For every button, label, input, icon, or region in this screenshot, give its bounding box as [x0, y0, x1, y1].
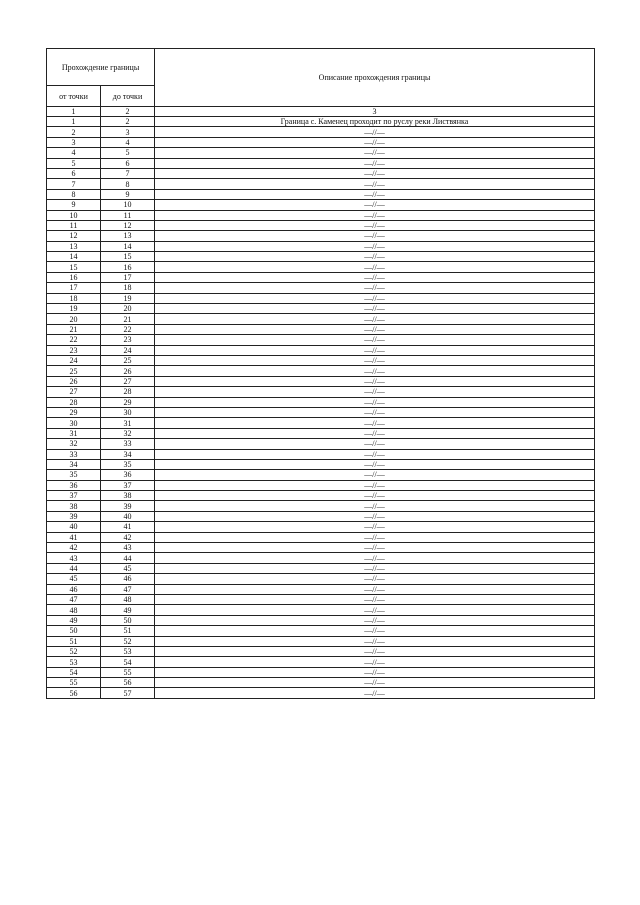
cell-to-point: 46 [101, 574, 155, 584]
cell-from-point: 15 [47, 262, 101, 272]
cell-from-point: 7 [47, 179, 101, 189]
cell-to-point: 7 [101, 168, 155, 178]
boundary-table [46, 48, 595, 699]
cell-from-point: 39 [47, 511, 101, 521]
table-row [47, 501, 595, 511]
table-row [47, 678, 595, 688]
cell-to-point: 3 [101, 127, 155, 137]
table-row [47, 553, 595, 563]
table-row [47, 335, 595, 345]
cell-to-point: 13 [101, 231, 155, 241]
table-row [47, 532, 595, 542]
cell-from-point: 55 [47, 678, 101, 688]
cell-description: —//— [155, 667, 595, 677]
cell-from-point: 2 [47, 127, 101, 137]
cell-from-point: 31 [47, 428, 101, 438]
cell-description: —//— [155, 241, 595, 251]
table-row [47, 584, 595, 594]
cell-to-point: 20 [101, 304, 155, 314]
cell-to-point: 37 [101, 480, 155, 490]
cell-description: —//— [155, 501, 595, 511]
cell-from-point: 16 [47, 272, 101, 282]
table-row [47, 366, 595, 376]
table-row [47, 200, 595, 210]
cell-from-point: 22 [47, 335, 101, 345]
cell-from-point: 56 [47, 688, 101, 698]
table-row [47, 522, 595, 532]
cell-from-point: 24 [47, 355, 101, 365]
table-row [47, 220, 595, 230]
cell-description: —//— [155, 387, 595, 397]
cell-to-point: 51 [101, 626, 155, 636]
cell-to-point: 8 [101, 179, 155, 189]
cell-description: —//— [155, 210, 595, 220]
table-row [47, 511, 595, 521]
cell-to-point: 24 [101, 345, 155, 355]
table-row [47, 563, 595, 573]
table-row [47, 667, 595, 677]
cell-to-point: 49 [101, 605, 155, 615]
cell-description: —//— [155, 522, 595, 532]
cell-to-point: 54 [101, 657, 155, 667]
cell-description: —//— [155, 137, 595, 147]
cell-to-point: 30 [101, 407, 155, 417]
cell-to-point: 4 [101, 137, 155, 147]
cell-description: —//— [155, 574, 595, 584]
cell-from-point: 53 [47, 657, 101, 667]
table-row [47, 407, 595, 417]
table-row [47, 428, 595, 438]
cell-description: —//— [155, 304, 595, 314]
cell-from-point: 32 [47, 439, 101, 449]
cell-to-point: 9 [101, 189, 155, 199]
cell-from-point: 30 [47, 418, 101, 428]
table-row [47, 189, 595, 199]
cell-to-point: 39 [101, 501, 155, 511]
cell-to-point: 56 [101, 678, 155, 688]
table-body [47, 117, 595, 699]
cell-to-point: 38 [101, 491, 155, 501]
table-row [47, 646, 595, 656]
cell-to-point: 35 [101, 459, 155, 469]
table-row [47, 137, 595, 147]
cell-from-point: 52 [47, 646, 101, 656]
cell-from-point: 18 [47, 293, 101, 303]
cell-description: —//— [155, 272, 595, 282]
document-page [46, 48, 594, 699]
cell-to-point: 29 [101, 397, 155, 407]
table-row [47, 418, 595, 428]
cell-to-point: 21 [101, 314, 155, 324]
cell-from-point: 6 [47, 168, 101, 178]
cell-from-point: 37 [47, 491, 101, 501]
cell-description: —//— [155, 584, 595, 594]
cell-from-point: 29 [47, 407, 101, 417]
header-to-point: до точки [101, 86, 155, 107]
cell-description: —//— [155, 532, 595, 542]
cell-to-point: 12 [101, 220, 155, 230]
cell-from-point: 49 [47, 615, 101, 625]
table-row [47, 491, 595, 501]
cell-description: —//— [155, 252, 595, 262]
cell-description: —//— [155, 127, 595, 137]
cell-description: —//— [155, 407, 595, 417]
cell-description: —//— [155, 220, 595, 230]
table-row [47, 543, 595, 553]
cell-description: —//— [155, 459, 595, 469]
cell-from-point: 40 [47, 522, 101, 532]
cell-to-point: 15 [101, 252, 155, 262]
cell-description: —//— [155, 335, 595, 345]
cell-from-point: 4 [47, 148, 101, 158]
cell-from-point: 26 [47, 376, 101, 386]
table-row [47, 439, 595, 449]
cell-to-point: 18 [101, 283, 155, 293]
cell-to-point: 25 [101, 355, 155, 365]
cell-description: —//— [155, 470, 595, 480]
cell-from-point: 9 [47, 200, 101, 210]
table-row [47, 615, 595, 625]
cell-from-point: 19 [47, 304, 101, 314]
cell-from-point: 20 [47, 314, 101, 324]
cell-description: —//— [155, 158, 595, 168]
cell-description: —//— [155, 345, 595, 355]
cell-description: —//— [155, 563, 595, 573]
cell-description: —//— [155, 397, 595, 407]
cell-to-point: 55 [101, 667, 155, 677]
cell-from-point: 13 [47, 241, 101, 251]
cell-to-point: 28 [101, 387, 155, 397]
cell-description: —//— [155, 355, 595, 365]
table-row [47, 355, 595, 365]
cell-from-point: 1 [47, 117, 101, 127]
cell-description: —//— [155, 376, 595, 386]
cell-to-point: 31 [101, 418, 155, 428]
cell-to-point: 34 [101, 449, 155, 459]
table-row [47, 241, 595, 251]
cell-to-point: 23 [101, 335, 155, 345]
cell-description: —//— [155, 324, 595, 334]
table-row [47, 168, 595, 178]
cell-to-point: 43 [101, 543, 155, 553]
cell-from-point: 48 [47, 605, 101, 615]
table-row [47, 179, 595, 189]
cell-to-point: 14 [101, 241, 155, 251]
column-number: 1 [47, 107, 101, 117]
cell-from-point: 12 [47, 231, 101, 241]
cell-from-point: 38 [47, 501, 101, 511]
table-row [47, 594, 595, 604]
cell-to-point: 22 [101, 324, 155, 334]
table-row [47, 397, 595, 407]
table-row [47, 688, 595, 698]
table-row [47, 127, 595, 137]
cell-to-point: 16 [101, 262, 155, 272]
cell-to-point: 17 [101, 272, 155, 282]
cell-description: —//— [155, 262, 595, 272]
cell-description: —//— [155, 179, 595, 189]
cell-description: —//— [155, 148, 595, 158]
cell-description: —//— [155, 605, 595, 615]
cell-from-point: 45 [47, 574, 101, 584]
cell-to-point: 2 [101, 117, 155, 127]
table-row [47, 148, 595, 158]
cell-to-point: 53 [101, 646, 155, 656]
cell-from-point: 17 [47, 283, 101, 293]
cell-from-point: 5 [47, 158, 101, 168]
cell-to-point: 45 [101, 563, 155, 573]
table-row [47, 314, 595, 324]
cell-description: —//— [155, 491, 595, 501]
cell-description: —//— [155, 543, 595, 553]
table-row [47, 324, 595, 334]
cell-description: —//— [155, 283, 595, 293]
cell-to-point: 19 [101, 293, 155, 303]
cell-to-point: 27 [101, 376, 155, 386]
table-row [47, 636, 595, 646]
table-row [47, 272, 595, 282]
table-row [47, 376, 595, 386]
table-row [47, 210, 595, 220]
cell-to-point: 6 [101, 158, 155, 168]
cell-from-point: 25 [47, 366, 101, 376]
cell-to-point: 42 [101, 532, 155, 542]
table-row [47, 293, 595, 303]
cell-description: —//— [155, 168, 595, 178]
table-row [47, 262, 595, 272]
cell-from-point: 8 [47, 189, 101, 199]
table-row [47, 117, 595, 127]
table-row [47, 480, 595, 490]
cell-description: —//— [155, 428, 595, 438]
table-row [47, 252, 595, 262]
cell-description: —//— [155, 553, 595, 563]
cell-from-point: 27 [47, 387, 101, 397]
cell-from-point: 10 [47, 210, 101, 220]
cell-from-point: 11 [47, 220, 101, 230]
cell-description: —//— [155, 314, 595, 324]
cell-to-point: 11 [101, 210, 155, 220]
table-row [47, 470, 595, 480]
cell-description: —//— [155, 646, 595, 656]
cell-description: —//— [155, 594, 595, 604]
cell-from-point: 36 [47, 480, 101, 490]
cell-from-point: 41 [47, 532, 101, 542]
cell-from-point: 42 [47, 543, 101, 553]
cell-from-point: 33 [47, 449, 101, 459]
cell-description: —//— [155, 626, 595, 636]
cell-description: —//— [155, 511, 595, 521]
table-row [47, 283, 595, 293]
cell-from-point: 54 [47, 667, 101, 677]
cell-from-point: 35 [47, 470, 101, 480]
cell-description: —//— [155, 480, 595, 490]
table-row [47, 605, 595, 615]
header-boundary-passage: Прохождение границы [47, 49, 155, 86]
cell-to-point: 33 [101, 439, 155, 449]
cell-from-point: 23 [47, 345, 101, 355]
header-from-point: от точки [47, 86, 101, 107]
cell-description: —//— [155, 615, 595, 625]
table-row [47, 304, 595, 314]
cell-from-point: 51 [47, 636, 101, 646]
cell-description: —//— [155, 200, 595, 210]
cell-from-point: 28 [47, 397, 101, 407]
cell-to-point: 5 [101, 148, 155, 158]
cell-description: —//— [155, 293, 595, 303]
table-row [47, 345, 595, 355]
cell-description: —//— [155, 231, 595, 241]
cell-from-point: 21 [47, 324, 101, 334]
table-row [47, 387, 595, 397]
cell-from-point: 44 [47, 563, 101, 573]
cell-to-point: 41 [101, 522, 155, 532]
table-row [47, 231, 595, 241]
table-row [47, 626, 595, 636]
table-row [47, 459, 595, 469]
cell-description: —//— [155, 439, 595, 449]
column-number: 3 [155, 107, 595, 117]
cell-from-point: 14 [47, 252, 101, 262]
cell-description: —//— [155, 688, 595, 698]
cell-from-point: 34 [47, 459, 101, 469]
cell-from-point: 47 [47, 594, 101, 604]
cell-to-point: 40 [101, 511, 155, 521]
column-number: 2 [101, 107, 155, 117]
cell-to-point: 47 [101, 584, 155, 594]
cell-description: —//— [155, 366, 595, 376]
header-boundary-description: Описание прохождения границы [155, 49, 595, 107]
table-row [47, 158, 595, 168]
table-row [47, 574, 595, 584]
cell-description: Граница с. Каменец проходит по руслу реки Листвянка [155, 117, 595, 127]
cell-from-point: 50 [47, 626, 101, 636]
cell-description: —//— [155, 678, 595, 688]
cell-to-point: 44 [101, 553, 155, 563]
cell-from-point: 43 [47, 553, 101, 563]
table-row [47, 449, 595, 459]
cell-to-point: 32 [101, 428, 155, 438]
cell-to-point: 52 [101, 636, 155, 646]
cell-description: —//— [155, 449, 595, 459]
cell-to-point: 26 [101, 366, 155, 376]
cell-description: —//— [155, 189, 595, 199]
cell-description: —//— [155, 657, 595, 667]
cell-to-point: 48 [101, 594, 155, 604]
table-row [47, 657, 595, 667]
cell-from-point: 3 [47, 137, 101, 147]
cell-description: —//— [155, 636, 595, 646]
cell-to-point: 57 [101, 688, 155, 698]
cell-to-point: 36 [101, 470, 155, 480]
cell-from-point: 46 [47, 584, 101, 594]
cell-description: —//— [155, 418, 595, 428]
cell-to-point: 50 [101, 615, 155, 625]
cell-to-point: 10 [101, 200, 155, 210]
